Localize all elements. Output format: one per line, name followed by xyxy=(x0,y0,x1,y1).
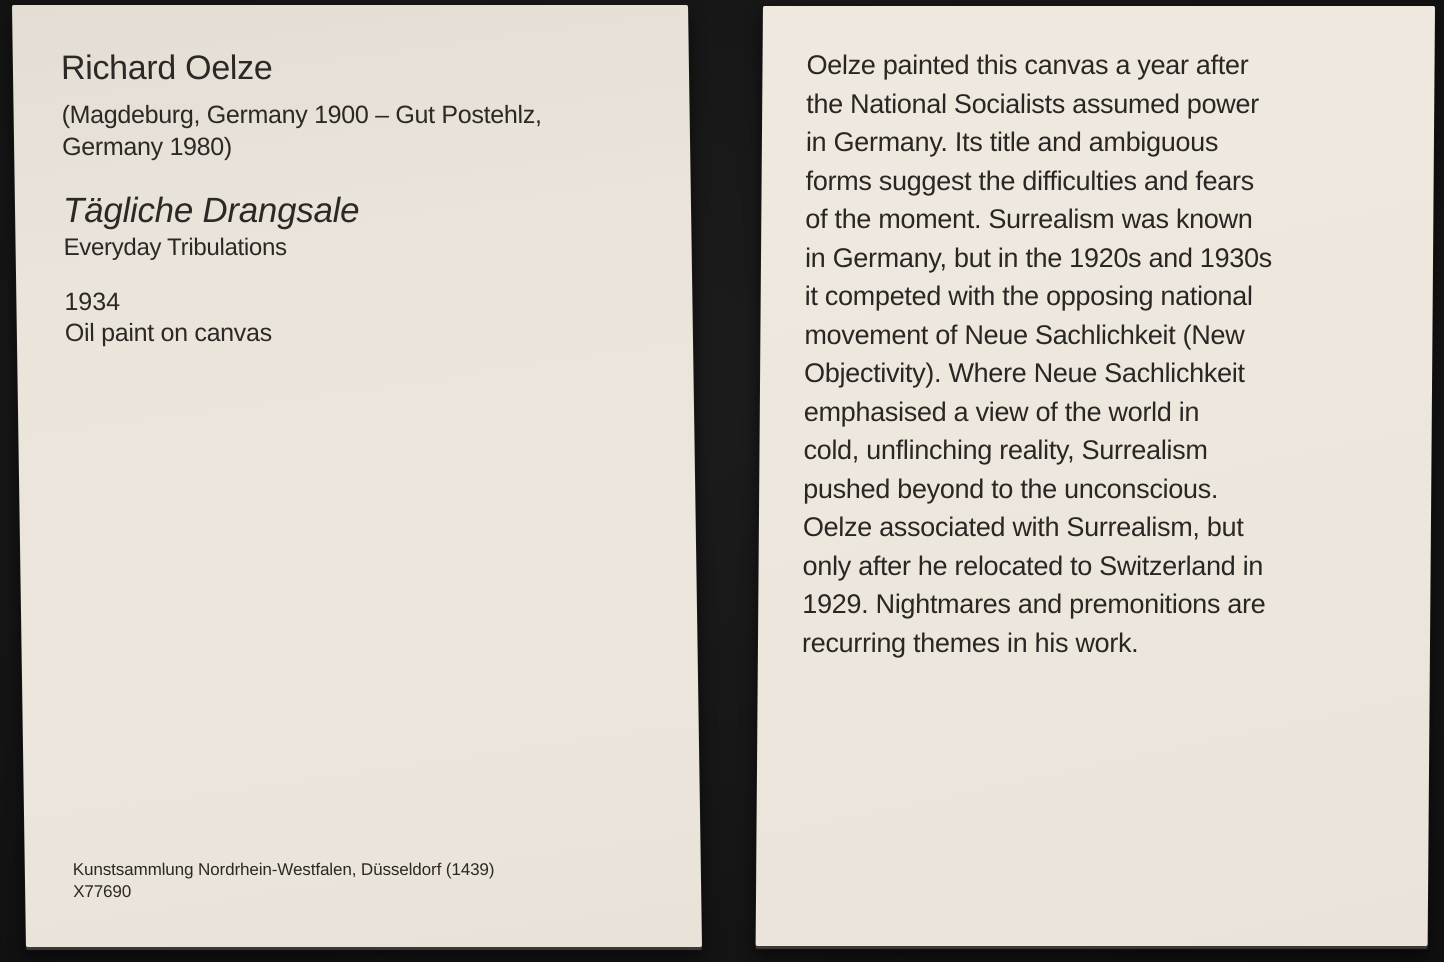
artwork-title-original: Tägliche Drangsale xyxy=(62,191,360,230)
artist-name: Richard Oelze xyxy=(60,49,273,87)
description-card xyxy=(756,6,1435,946)
artwork-description: Oelze painted this canvas a year after the National Socialists assumed power in Germany. Its title and ambiguous forms suggest the difficulties and fears of the moment. Surrealism was known in Germany, but in the 1920s and 1930s it competed with the opposing national movement of Neue Sachlichkeit (New Objectivity). Where Neue Sachlichkeit emphasised a view of the world in cold, unflinching reality, Surrealism pushed beyond to the unconscious. Oelze associated with Surrealism, but only after he relocated to Switzerland in 1929. Nightmares and premonitions are recurring themes in his work. xyxy=(801,50,1273,658)
artwork-year: 1934 xyxy=(64,288,121,316)
artist-dates: (Magdeburg, Germany 1900 – Gut Postehlz, Germany 1980) xyxy=(61,101,542,161)
collection-credit: Kunstsammlung Nordrhein-Westfalen, Düsseldorf (1439) X77690 xyxy=(72,860,495,901)
museum-label-card xyxy=(12,5,702,947)
artwork-medium: Oil paint on canvas xyxy=(64,319,273,347)
artwork-title-translation: Everyday Tribulations xyxy=(63,234,287,261)
